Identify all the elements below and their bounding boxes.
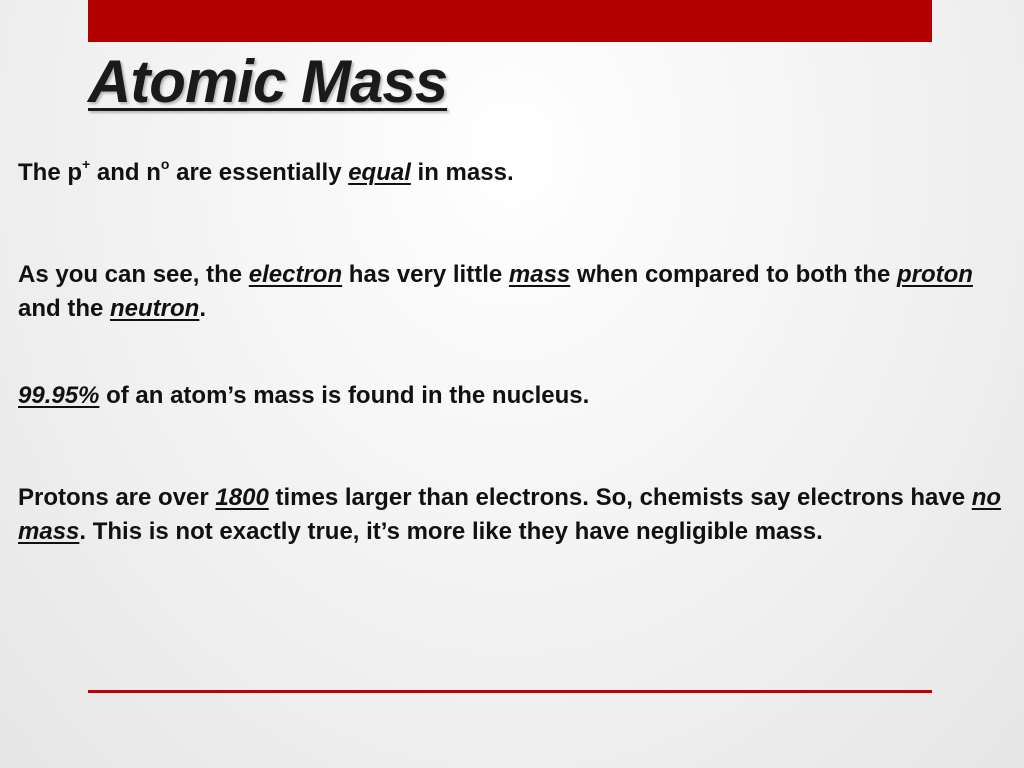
- text-segment: The p: [18, 159, 82, 186]
- text-segment: of an atom’s mass is found in the nucleus.: [99, 382, 590, 409]
- text-segment: . This is not exactly true, it’s more like they have negligible mass.: [79, 518, 823, 545]
- text-segment: and n: [90, 159, 161, 186]
- emphasis-mass: mass: [508, 261, 571, 288]
- text-segment: .: [199, 295, 207, 322]
- text-segment: has very little: [342, 261, 509, 288]
- superscript-zero: o: [160, 156, 170, 172]
- text-segment: and the: [18, 295, 111, 322]
- text-segment: Protons are over: [18, 484, 216, 511]
- emphasis-proton: proton: [896, 261, 973, 288]
- paragraph-proton-neutron-mass: [18, 156, 1008, 190]
- emphasis-electron: electron: [248, 261, 343, 288]
- text-segment: times larger than electrons. So, chemists say electrons have: [268, 484, 972, 511]
- bottom-divider-line: [88, 690, 932, 693]
- paragraph-electron-mass: [18, 258, 1008, 326]
- emphasis-1800: 1800: [215, 484, 269, 511]
- emphasis-equal: equal: [348, 159, 411, 186]
- text-segment: in mass.: [410, 159, 514, 186]
- emphasis-percent: 99.95%: [18, 382, 100, 409]
- paragraph-nucleus-mass: [18, 379, 1008, 413]
- emphasis-neutron: neutron: [110, 295, 200, 322]
- top-accent-bar: [88, 0, 932, 42]
- text-segment: when compared to both the: [570, 261, 897, 288]
- slide-title: Atomic Mass: [88, 48, 448, 115]
- superscript-plus: +: [82, 156, 91, 172]
- text-segment: are essentially: [169, 159, 349, 186]
- text-segment: As you can see, the: [18, 261, 249, 288]
- paragraph-proton-electron-ratio: [18, 481, 1008, 549]
- emphasis-no-mass: no mass: [18, 484, 1002, 545]
